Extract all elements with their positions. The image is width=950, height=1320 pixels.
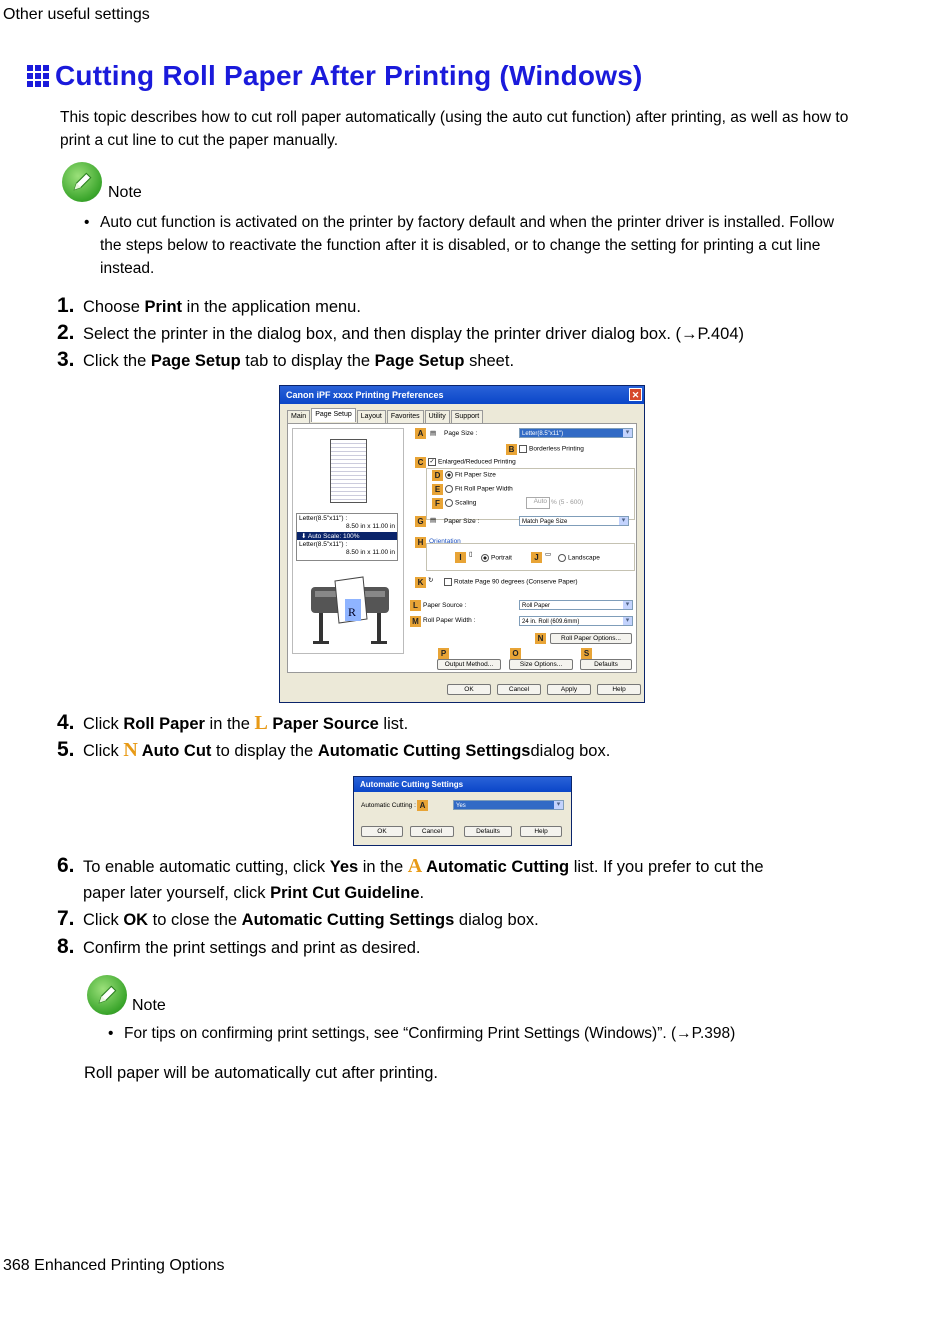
- step-5: [57, 737, 610, 765]
- step-4: [57, 710, 408, 738]
- step-number: 6.: [57, 854, 75, 877]
- section-heading: [27, 60, 643, 92]
- step-number: 2.: [57, 321, 75, 344]
- cancel-button[interactable]: Cancel: [497, 684, 541, 695]
- note-bullet: [84, 211, 844, 280]
- pencil-note-icon: [62, 162, 102, 202]
- paper-size-label: Paper Size :: [444, 518, 480, 525]
- note-header: [62, 162, 142, 202]
- fit-roll-radio[interactable]: Fit Roll Paper Width: [445, 485, 513, 493]
- defaults-button[interactable]: Defaults: [464, 826, 512, 837]
- svg-text:R: R: [348, 605, 357, 619]
- auto-scale-row: ⬇ Auto Scale: 100%: [297, 532, 397, 540]
- scaling-input[interactable]: Auto: [526, 497, 550, 509]
- tab-utility[interactable]: Utility: [425, 410, 450, 424]
- ok-button[interactable]: OK: [361, 826, 403, 837]
- step-number: 4.: [57, 711, 75, 734]
- callout-letter: N: [123, 739, 138, 761]
- bullet-dot: •: [84, 214, 90, 231]
- note-bullet-2: [108, 1022, 848, 1045]
- paper-source-label: Paper Source :: [423, 602, 467, 609]
- intro-paragraph: This topic describes how to cut roll paper automatically (using the auto cut function) after printing, as well as how to print a cut line to cut the paper manually.: [60, 109, 849, 149]
- step-number: 3.: [57, 348, 75, 371]
- help-button[interactable]: Help: [520, 826, 562, 837]
- page-size-icon: ▤: [430, 430, 437, 437]
- step-text: Click N Auto Cut to display the Automatic Cutting Settingsdialog box.: [83, 739, 611, 761]
- pencil-note-icon: [87, 975, 127, 1015]
- label-B: B: [506, 444, 517, 455]
- dialog2-title: Automatic Cutting Settings: [360, 780, 464, 789]
- step-number: 7.: [57, 907, 75, 930]
- tab-support[interactable]: Support: [451, 410, 484, 424]
- paper-source-select[interactable]: Roll Paper ▾: [519, 600, 633, 610]
- orientation-label: Orientation: [429, 538, 461, 545]
- landscape-icon: ▭: [545, 551, 552, 558]
- step-number: 8.: [57, 935, 75, 958]
- scaling-radio[interactable]: Scaling: [445, 499, 476, 507]
- step-text: Select the printer in the dialog box, and then display the printer driver dialog box. (→P.404): [83, 325, 745, 343]
- label-C: C: [415, 457, 426, 468]
- step-7: [57, 907, 539, 934]
- closing-text: Roll paper will be automatically cut after printing.: [84, 1064, 439, 1082]
- page-size-select[interactable]: Letter(8.5"x11") ▾: [519, 428, 633, 438]
- note-text: Auto cut function is activated on the printer by factory default and when the printer driver is installed. Follow the steps below to reactivate the function after it is disabled, or to change the setting for printing a cut line instead.: [100, 214, 835, 277]
- roll-width-label: Roll Paper Width :: [423, 617, 476, 624]
- roll-width-select[interactable]: 24 in. Roll (609.6mm) ▾: [519, 616, 633, 626]
- grid-icon: [27, 65, 49, 87]
- enlarged-checkbox[interactable]: ✓ Enlarged/Reduced Printing: [429, 458, 516, 466]
- output-method-button[interactable]: Output Method...: [437, 659, 501, 670]
- borderless-checkbox[interactable]: Borderless Printing: [519, 445, 584, 453]
- label-E: E: [432, 484, 443, 495]
- label-J: J: [531, 552, 542, 563]
- apply-button[interactable]: Apply: [547, 684, 591, 695]
- size-line-1: Letter(8.5"x11") :: [299, 515, 348, 522]
- tab-layout[interactable]: Layout: [357, 410, 386, 424]
- automatic-cutting-select[interactable]: Yes ▾: [453, 800, 564, 810]
- bullet-dot: •: [108, 1025, 114, 1042]
- label-A: A: [415, 428, 426, 439]
- help-button[interactable]: Help: [597, 684, 641, 695]
- size-line-4: 8.50 in x 11.00 in: [345, 549, 395, 556]
- roll-paper-options-button[interactable]: Roll Paper Options...: [550, 633, 632, 644]
- step-text: Click the Page Setup tab to display the Page Setup sheet.: [83, 352, 515, 370]
- label-I: I: [455, 552, 466, 563]
- step-6: [57, 853, 857, 881]
- note-text: For tips on confirming print settings, see “Confirming Print Settings (Windows)”. (→P.398): [124, 1025, 736, 1042]
- size-line-2: 8.50 in x 11.00 in: [345, 523, 395, 530]
- cancel-button[interactable]: Cancel: [410, 826, 454, 837]
- size-line-3: Letter(8.5"x11") :: [299, 541, 348, 548]
- tab-main[interactable]: Main: [287, 410, 310, 424]
- label-N: N: [535, 633, 546, 644]
- note-header-2: [87, 975, 166, 1015]
- step-6-continued: [83, 880, 424, 907]
- paper-size-select[interactable]: Match Page Size ▾: [519, 516, 629, 526]
- tab-favorites[interactable]: Favorites: [387, 410, 424, 424]
- note-label: Note: [108, 184, 142, 201]
- ok-button[interactable]: OK: [447, 684, 491, 695]
- step-text: To enable automatic cutting, click Yes in the A Automatic Cutting list. If you prefer to cut the: [83, 855, 764, 877]
- label-S: S: [581, 648, 592, 659]
- label-L: L: [410, 600, 421, 611]
- automatic-cutting-dialog: [353, 776, 572, 846]
- label-K: K: [415, 577, 426, 588]
- label-O: O: [510, 648, 521, 659]
- step-number: 5.: [57, 738, 75, 761]
- dialog2-title-bar: [354, 777, 571, 792]
- landscape-radio[interactable]: Landscape: [558, 554, 600, 562]
- close-icon[interactable]: ✕: [629, 388, 642, 401]
- portrait-icon: ▯: [469, 551, 473, 558]
- defaults-button[interactable]: Defaults: [580, 659, 632, 670]
- callout-letter: L: [254, 712, 268, 734]
- portrait-radio[interactable]: Portrait: [481, 554, 512, 562]
- page-footer: 368 Enhanced Printing Options: [3, 1257, 225, 1274]
- dialog-title-bar: [280, 386, 644, 404]
- size-options-button[interactable]: Size Options...: [509, 659, 573, 670]
- step-number: 1.: [57, 294, 75, 317]
- step-3: [57, 348, 514, 375]
- label-A: A: [417, 800, 428, 811]
- size-info-box: [296, 513, 398, 561]
- rotate-checkbox[interactable]: Rotate Page 90 degrees (Conserve Paper): [444, 578, 578, 586]
- label-G: G: [415, 516, 426, 527]
- dialog-title: Canon iPF xxxx Printing Preferences: [286, 390, 444, 400]
- scaling-range: % (5 - 600): [551, 499, 584, 506]
- page-title: Cutting Roll Paper After Printing (Windows): [55, 60, 643, 91]
- step-8: [57, 935, 421, 962]
- note-label: Note: [132, 997, 166, 1014]
- paper-size-icon: ▤: [430, 517, 437, 524]
- label-H: H: [415, 537, 426, 548]
- running-header: Other useful settings: [3, 6, 150, 23]
- label-D: D: [432, 470, 443, 481]
- callout-letter: A: [407, 855, 423, 877]
- step-2: [57, 321, 744, 348]
- step-text: Confirm the print settings and print as desired.: [83, 939, 421, 957]
- label-F: F: [432, 498, 443, 509]
- preview-pane: [292, 428, 404, 654]
- tab-page-setup[interactable]: Page Setup: [311, 408, 356, 422]
- printer-illustration: [305, 571, 393, 649]
- label-M: M: [410, 616, 421, 627]
- rotate-icon: ↻: [428, 577, 434, 584]
- label-P: P: [438, 648, 449, 659]
- automatic-cutting-label: Automatic Cutting :: [361, 802, 416, 809]
- step-text: Click OK to close the Automatic Cutting Settings dialog box.: [83, 911, 539, 929]
- fit-paper-radio[interactable]: Fit Paper Size: [445, 471, 496, 479]
- page-size-label: Page Size :: [444, 430, 478, 437]
- step-text: paper later yourself, click Print Cut Guideline.: [83, 884, 425, 902]
- step-text: Choose Print in the application menu.: [83, 298, 361, 316]
- page-setup-sheet: [287, 423, 637, 673]
- tab-bar: [280, 404, 644, 424]
- step-text: Click Roll Paper in the L Paper Source list.: [83, 712, 409, 734]
- step-1: [57, 294, 361, 321]
- page-preview-image: [330, 439, 367, 503]
- printing-preferences-dialog: [279, 385, 645, 703]
